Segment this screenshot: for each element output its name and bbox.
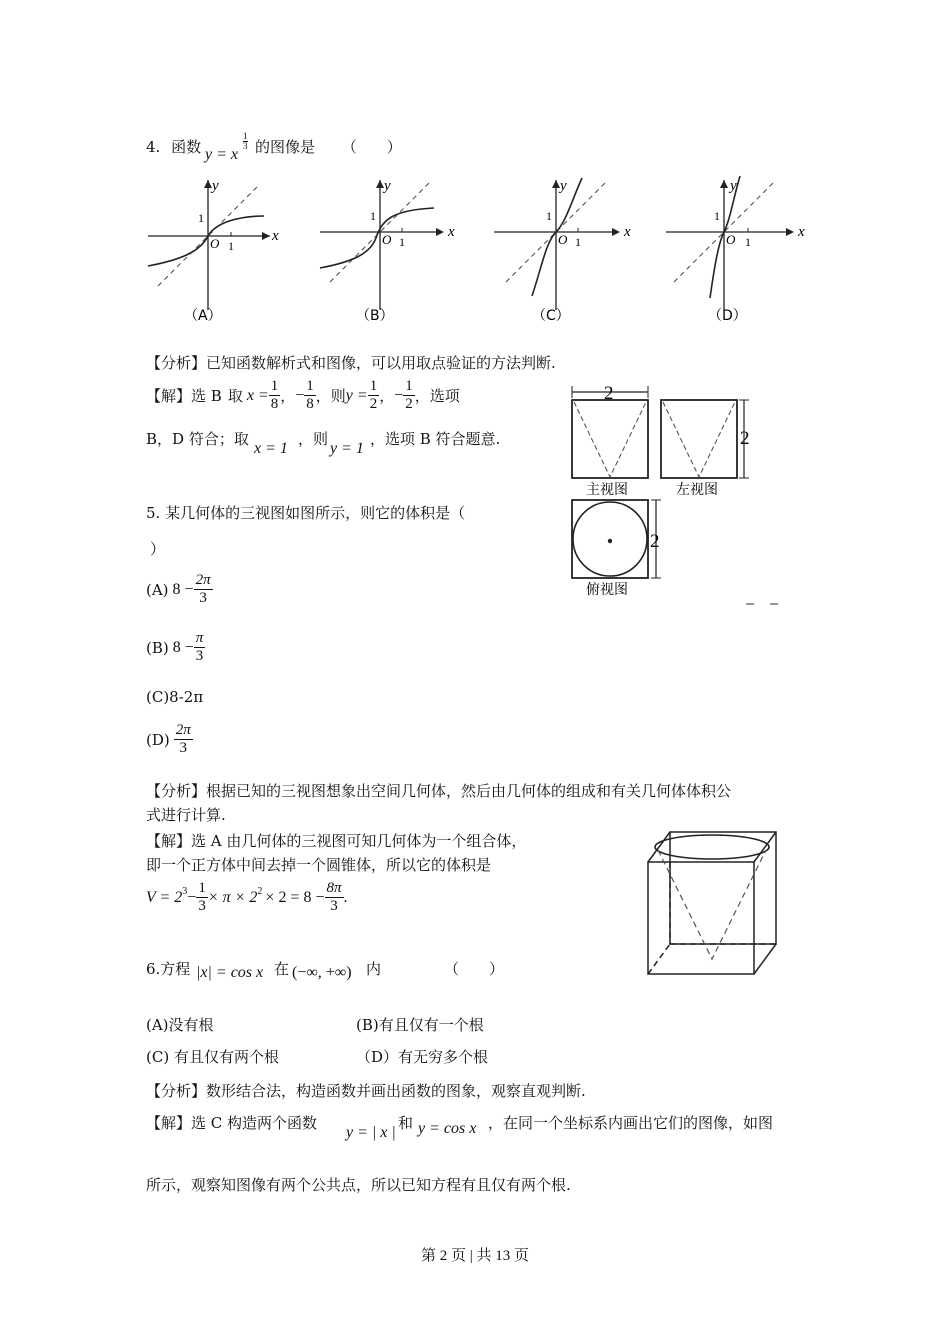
q6-stem-mid: 在 [274,960,290,978]
frac-num: 1 [369,378,378,394]
q5-sol-tag: 【解】 [146,832,192,850]
frac-num: 2π [175,722,191,738]
top-view-label: 俯视图 [586,582,628,598]
q4-sol-tag: 【解】 [146,387,192,405]
cube-edge-tl [648,832,670,862]
q4-func-lhs: y = x [205,146,238,163]
left-view-label: 左视图 [676,482,718,498]
graph-c-x-arrow [612,228,620,236]
q5-analysis-l1 [146,780,731,801]
graph-c [494,178,631,324]
q6-func-1: y = | x | [346,1124,396,1141]
q5-analysis-l2: 式进行计算. [146,806,226,824]
q4-line2-a: B，D 符合；取 [146,430,249,448]
graph-b-y-arrow [376,180,384,188]
q4-sol-then: ，则 [315,387,346,405]
q6-interval: (−∞, +∞) [292,964,352,981]
left-view [661,400,750,498]
q6-equation: |x| = cos x [196,964,264,981]
frac-den: 3 [330,898,338,914]
front-view-label: 主视图 [586,482,628,498]
q5-opt-b-label: (B) [146,638,169,657]
cube-edge-br [754,944,776,974]
q5-stem: 5. 某几何体的三视图如图所示，则它的体积是（ [146,504,466,522]
graph-a-y-arrow [204,180,212,188]
vol-pre: V = 2 [146,888,183,906]
q5-option-c: (C)8-2π [146,688,204,706]
graph-a-x-arrow [262,232,270,240]
q6-blank: （ ） [444,960,505,978]
q6-solution-l1 [146,1112,317,1133]
q4-stem-post-text: 的图像是 [255,138,316,156]
q5-analysis-text-1: 根据已知的三视图想象出空间几何体，然后由几何体的组成和有关几何体体积公 [206,782,732,800]
graph-a [148,178,279,324]
q5-opt-b-pre: 8 − [172,638,194,656]
top-view-center [608,539,612,543]
frac-den: 3 [179,740,187,756]
q5-option-a [146,572,213,607]
vol-frac-1-3 [196,880,208,915]
q4-sol-y1: y = 1 [330,440,364,457]
graph-d-y-label: y [730,178,737,194]
q4-neg-2: − [394,386,404,404]
q5-sol-l1-text: 选 A 由几何体的三视图可知几何体为一个组合体， [191,832,527,850]
frac-num: π [195,630,204,646]
cone-base-ellipse [655,835,769,859]
q5-opt-a-pre: 8 − [172,580,194,598]
graph-a-origin: O [210,236,220,251]
q4-stem [146,136,201,157]
q6-analysis-tag: 【分析】 [146,1082,207,1100]
dim-top-label: 2 [604,383,614,404]
q4-sol-choice: 选 B [191,387,222,405]
q4-exponent [243,132,248,151]
graph-a-tick-x: 1 [228,239,234,253]
q4-solution-line2 [146,428,249,449]
q4-sol-pass: ，选项 [414,387,460,405]
q5-opt-d-label: (D) [146,730,170,749]
q4-sol-then2: ，则 [298,430,329,448]
q6-func-2: y = cos x [418,1120,477,1137]
graph-d-x-label: x [798,224,805,240]
q4-stem-pre: 函数 [171,138,202,156]
q6-analysis-text: 数形结合法，构造函数并画出函数的图象，观察直观判断. [206,1082,586,1100]
graph-b-origin: O [382,232,392,247]
q5-opt-b-frac [194,630,206,665]
frac-num: 1 [270,378,279,394]
q4-sol-x1: x = 1 [254,440,288,457]
q6-option-d: （D）有无穷多个根 [356,1048,489,1066]
graph-b [320,178,455,324]
graph-d [666,176,805,324]
q5-stem-end: ） [150,540,166,558]
q4-solution-line1 [146,378,460,413]
q5-volume-formula [146,880,348,915]
q4-number: 4. [146,138,161,156]
q4-exp-den: 3 [243,141,248,151]
q5-opt-a-frac [194,572,213,607]
q5-solution-l1 [146,830,526,851]
q4-analysis-tag: 【分析】 [146,354,207,372]
graph-c-label: （C） [532,308,570,324]
frac-den: 8 [270,396,279,412]
q4-analysis-text: 已知函数解析式和图像，可以用取点验证的方法判断. [206,354,556,372]
q6-sol-pre: 选 C 构造两个函数 [191,1114,318,1132]
q4-neg-1: − [295,386,305,404]
cube-edge-bl-hidden [648,944,670,974]
cube-front-face [648,862,754,974]
left-view-square [661,400,737,478]
top-view [572,500,661,598]
vol-mid: × π × 2 [207,888,258,906]
q5-opt-d-frac [174,722,193,757]
dim-side-label: 2 [740,428,750,449]
q4-frac-neg-1-2 [403,378,415,413]
frac-den: 3 [199,590,207,606]
graph-a-y-label: y [212,178,219,194]
q4-function [205,146,238,164]
q6-option-c: (C) 有且仅有两个根 [146,1048,279,1066]
frac-den: 2 [369,396,378,412]
graph-b-label: （B） [356,308,394,324]
q4-graphs [140,170,820,340]
vol-exp2: 2 [257,886,263,897]
left-view-cone [663,402,735,477]
graph-d-curve [710,176,740,298]
q4-comma-1: ， [280,387,296,405]
graph-b-curve [320,208,434,268]
vol-end: × 2 = 8 − [265,888,325,906]
q5-analysis-tag: 【分析】 [146,782,207,800]
graph-b-x-label: x [448,224,455,240]
graph-d-label: （D） [708,308,747,324]
frac-den: 8 [306,396,314,412]
cube-edge-tr [754,832,776,862]
graph-b-y-label: y [384,178,391,194]
graph-b-x-arrow [436,228,444,236]
q4-line2-b: ，选项 B 符合题意. [370,430,501,448]
front-view-square [572,400,648,478]
frac-den: 3 [195,648,204,664]
q6-stem-pre: 6.方程 [146,960,191,978]
frac-num: 8π [326,880,342,896]
q4-stem-post [255,136,402,157]
q4-frac-neg-1-8 [304,378,316,413]
frac-num: 1 [405,378,413,394]
q5-opt-a-label: (A) [146,580,169,599]
q5-solution-l2: 即一个正方体中间去掉一个圆锥体，所以它的体积是 [146,856,492,874]
frac-den: 2 [405,396,413,412]
graph-d-x-arrow [786,228,794,236]
q6-analysis [146,1080,586,1101]
q5-option-b [146,630,205,665]
graph-c-y-label: y [560,178,567,194]
frac-num: 1 [198,880,206,896]
q6-sol-tag: 【解】 [146,1114,192,1132]
graph-a-x-label: x [272,228,279,244]
graph-d-tick-x: 1 [745,235,751,249]
vol-frac-8pi-3 [325,880,344,915]
three-views-figure [560,380,800,620]
graph-b-tick-x: 1 [399,235,405,249]
page-footer: 第 2 页 | 共 13 页 [420,1248,529,1264]
graph-c-y-arrow [552,180,560,188]
graph-d-y-arrow [720,180,728,188]
q5-option-d [146,722,193,757]
graph-a-tick-y: 1 [198,211,204,225]
q4-sol-take: 取 [227,387,243,405]
vol-exp: 3 [182,886,188,897]
graph-d-tick-y: 1 [714,209,720,223]
graph-c-tick-y: 1 [546,209,552,223]
dim-bottom-label: 2 [650,531,660,552]
front-view-cone [574,402,646,477]
q4-frac-1-2 [368,378,380,413]
vol-dot: . [343,888,348,906]
frac-den: 3 [198,898,206,914]
graph-a-label: （A） [184,308,222,324]
q6-option-a: (A)没有根 [146,1016,214,1034]
q4-comma-2: ， [379,387,395,405]
graph-a-curve [148,216,264,266]
q6-solution-l2: 所示，观察知图像有两个公共点，所以已知方程有且仅有两个根. [146,1176,571,1194]
q4-exp-num: 1 [243,131,248,141]
cube-cone-figure [640,826,790,981]
q6-sol-post: ，在同一个坐标系内画出它们的图像，如图 [488,1114,774,1132]
vol-minus: − [187,888,197,906]
q4-analysis [146,352,556,373]
frac-num: 2π [195,572,211,588]
q6-stem-post: 内 [366,960,382,978]
graph-c-tick-x: 1 [575,235,581,249]
q4-sol-y: y = [345,386,368,404]
q6-option-b: (B)有且仅有一个根 [356,1016,484,1034]
graph-c-x-label: x [624,224,631,240]
q6-and: 和 [398,1114,414,1132]
cone-sides [658,850,766,959]
front-view [572,383,648,498]
q4-frac-1-8 [269,378,281,413]
q4-blank: （ ） [341,138,402,156]
cube-back-face [670,832,776,944]
graph-b-tick-y: 1 [370,209,376,223]
frac-num: 1 [306,378,314,394]
graph-d-origin: O [726,232,736,247]
graph-c-origin: O [558,232,568,247]
q4-sol-x: x = [246,386,269,404]
